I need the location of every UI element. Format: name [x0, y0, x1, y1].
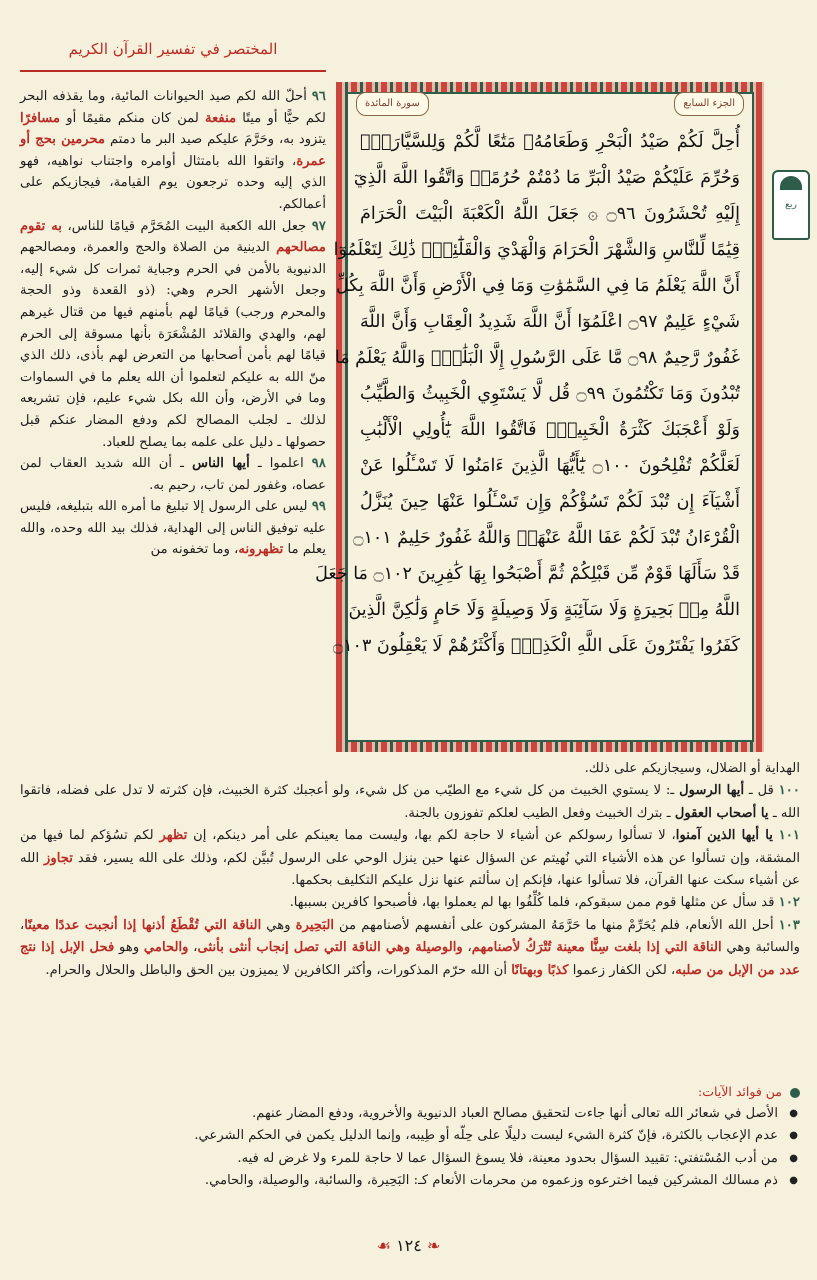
page-number-footer [0, 1236, 817, 1255]
verse-line: إِلَيْهِ تُحْشَرُونَ ۝٩٦ ۞ جَعَلَ اللَّهُ الْكَعْبَةَ الْبَيْتَ الْحَرَامَ [360, 204, 740, 224]
verse-line: تُبْدُونَ وَمَا تَكْتُمُونَ ۝٩٩ قُل لَّا يَسْتَوِي الْخَبِيثُ وَالطَّيِّبُ [360, 384, 740, 404]
tafsir-paragraph-102 [20, 892, 800, 914]
tafsir-text: يتزود به، وحَرَّمَ عليكم صيد البر ما دمتم [109, 132, 326, 148]
highlight-text: كذبًا وبهتانًا [511, 962, 569, 978]
highlight-text: منفعة [205, 110, 237, 126]
verse-number: ٩٦ [311, 89, 326, 104]
tafsir-text: ، [193, 940, 198, 956]
verse-line: أُحِلَّ لَكُمْ صَيْدُ الْبَحْرِ وَطَعَامُهُۥ مَتَٰعًا لَّكُمْ وَلِلسَّيَّارَةِۖ [360, 132, 740, 152]
tafsir-text: ، لا تسألوا رسولكم عن أشياء لا حاجة لكم بها، وليست مما يعينكم على أمر دينكم، إن [193, 828, 676, 844]
ornament-icon: ❧ [426, 1236, 441, 1255]
tafsir-text: قد سأل عن مثلها قوم ممن سبقوكم، فلما كُلِّفُوا بها لم يعملوا بها، فأصبحوا كافرين بسببها. [289, 895, 775, 911]
tafsir-paragraph-99 [20, 496, 326, 561]
frame-header [348, 92, 752, 118]
highlight-text: الناقة التي تُقْطَعُ أذنها إذا أنجبت عددًا معينًا [24, 917, 262, 933]
highlight-text: مسافرًا [20, 110, 61, 126]
juz-label: الجزء السابع [674, 92, 744, 116]
highlight-text: البَحِيرة [295, 917, 334, 933]
verse-number: ١٠٢ [778, 895, 800, 911]
tafsir-paragraph-103 [20, 915, 800, 982]
highlight-text: الناقة التي إذا بلغت سِنًّا معينة تُتْرَكُ لأصنامهم [471, 940, 722, 956]
tafsir-paragraph-98 [20, 453, 326, 496]
bold-text: أيها الرسول [679, 783, 745, 799]
fawaid-item: ● الأصل في شعائر الله تعالى أنها جاءت لتحقيق مصالح العباد الدنيوية والأخروية، ودفع المضار عنهم. [20, 1103, 778, 1125]
tafsir-text: ، [467, 940, 472, 956]
tafsir-text: ليس على الرسول إلا تبليغ ما أمره الله بتبليغه، فليس عليه توفيق الناس إلى الهداية، فذلك بيد الله وحده، والله يعلم ما [20, 499, 326, 558]
verse-number: ١٠٠ [778, 783, 800, 799]
tafsir-text: ، وما تخفونه من [150, 542, 239, 558]
highlight-text: به تقوم مصالحهم [20, 218, 326, 256]
quran-frame-inner [315, 92, 754, 742]
tafsir-text: ، لكن الكفار زعموا [572, 962, 676, 978]
verse-line: وَحُرِّمَ عَلَيْكُمْ صَيْدُ الْبَرِّ مَا دُمْتُمْ حُرُمًاۗ وَاتَّقُوا اللَّهَ الَّذِيٓ [353, 168, 740, 188]
page-number: ١٢٤ [396, 1236, 422, 1255]
tafsir-text: لمن كان منكم مقيمًا أو [66, 110, 199, 126]
highlight-text: فحل الإبل إذا نتج عدد من الإبل من صلبه [20, 940, 800, 978]
tafsir-full-width [20, 758, 800, 982]
verse-number: ١٠٣ [778, 917, 800, 933]
tafsir-text: قل ـ [748, 783, 774, 799]
tafsir-text: ، واتقوا الله بامتثال أوامره واجتناب نواهيه، فهو الذي إليه وحده ترجعون يوم القيامة، فيجازيكم على أعمالكم. [20, 153, 326, 212]
header-title: المختصر في تفسير القرآن الكريم [68, 40, 278, 58]
rub-marker-ornament [772, 170, 810, 240]
fawaid-item: ● من أدب المُسْتفتي: تقييد السؤال بحدود معينة، فلا يسوغ السؤال عما لا حاجة للمرء ولا غرض له فيه. [20, 1148, 778, 1170]
verse-number: ١٠١ [778, 828, 800, 844]
tafsir-paragraph-96 [20, 86, 326, 216]
verse-line: قِيَٰمًا لِّلنَّاسِ وَالشَّهْرَ الْحَرَامَ وَالْهَدْيَ وَالْقَلَٰٓئِدَۚ ذَٰلِكَ لِتَعْلَمُوٓا [333, 240, 740, 260]
tafsir-text: ـ أن الله شديد العقاب لمن عصاه، وغفور لمن تاب، رحيم به. [20, 456, 326, 493]
tafsir-text: لكم تسُؤكم لما فيها من المشقة، وإن تسألوا عن هذه الأشياء التي نُهيتم عن السؤال عنها حين ينزل الوحي على الرسول تُبيَّن لكم، وذلك على الله يسير، فقد [20, 828, 800, 866]
fawaid-list [20, 1103, 800, 1193]
tafsir-text: أحل الله الأنعام، فلم يُحَرِّمْ منها ما حَرَّمَهُ المشركون على أنفسهم لأصنامهم من [339, 917, 774, 933]
highlight-text: تظهر [159, 828, 188, 844]
highlight-text: والوصيلة وهي الناقة التي تصل إنجاب أنثى بأنثى [197, 940, 463, 956]
tafsir-text: اعلموا ـ [257, 456, 304, 472]
tafsir-paragraph-99-continued: الهداية أو الضلال، وسيجازيكم على ذلك. [584, 761, 800, 776]
highlight-text: والحامي [143, 940, 189, 956]
page-header [20, 30, 326, 72]
verse-number: ٩٨ [311, 456, 326, 472]
quran-frame [315, 82, 764, 752]
tafsir-paragraph-101 [20, 825, 800, 892]
highlight-text: تظهرونه [238, 542, 284, 558]
verse-line: وَلَوْ أَعْجَبَكَ كَثْرَةُ الْخَبِيثِۚ فَاتَّقُوا اللَّهَ يَٰٓأُولِي الْأَلْبَٰبِ [360, 420, 740, 440]
verse-number: ٩٩ [311, 499, 326, 515]
verse-lines [315, 124, 740, 730]
verse-line: شَيْءٍ عَلِيمٌ ۝٩٧ اعْلَمُوٓا أَنَّ اللَّهَ شَدِيدُ الْعِقَابِ وَأَنَّ اللَّهَ [360, 312, 740, 332]
fawaid-title: من فوائد الآيات: [698, 1084, 783, 1099]
fawaid-item: ● عدم الإعجاب بالكثرة، فإنّ كثرة الشيء ليست دليلًا على حِلّه أو طِيبه، وإنما الدليل يكمن في الحكم الشرعي. [20, 1125, 778, 1147]
bullet-circle-icon [790, 1088, 800, 1098]
verse-line: لَعَلَّكُمْ تُفْلِحُونَ ۝١٠٠ يَٰٓأَيُّهَا الَّذِينَ ءَامَنُوا لَا تَسْـَٔلُوا عَنْ [360, 456, 740, 476]
tafsir-text: جعل الله الكعبة البيت المُحَرَّم قيامًا للناس، [67, 218, 307, 234]
verse-line: غَفُورٌ رَّحِيمٌ ۝٩٨ مَّا عَلَى الرَّسُولِ إِلَّا الْبَلَٰغُۗ وَاللَّهُ يَعْلَمُ مَا [334, 348, 740, 368]
tafsir-text: الله عن أشياء سكت عنها القرآن، فلا تسألوا عنها، فإنكم إن سألتم عنها نزل عليكم التكليف بحكمها. [20, 850, 800, 889]
tafsir-paragraph-97 [20, 216, 326, 454]
tafsir-column [20, 86, 326, 561]
tafsir-text: أحلّ الله لكم صيد الحيوانات المائية، وما يقذفه البحر لكم حيًّا أو ميتًا [20, 89, 326, 126]
fawaid-heading [20, 1084, 800, 1099]
tafsir-text: وهي [726, 940, 751, 956]
tafsir-text: الدينية من الصلاة والحج والعمرة، ومصالحهم الدنيوية بالأمن في الحرم وجباية ثمرات كل شيء إليه، وجعل الأشهر الحرم وهي: (ذو القعدة وذو الحجة والمحرم ورجب) قيامًا لهم بأمنهم فيها من قتال غيرهم لهم، والهدي والقلائد المُشْعَرَة بأنها مسوقة إلى الحرم قيامًا لهم بأمن أصحابها من التعرض لهم بأذى، ذلك الذي منّ الله به عليكم لتعلموا أن الله يعلم ما في السماوات وما في الأرض، وأن الله بكل شيء عليم، فإن تشريعه لذلك ـ لجلب المصالح لكم ودفع المضار عنكم قبل حصولها ـ دليل على علمه بما يصلح للعباد. [20, 240, 326, 450]
tafsir-text: وهو [119, 940, 140, 956]
bold-text: أيها الناس [192, 456, 250, 472]
tafsir-text: ـ بترك الخبيث وفعل الطيب لعلكم تفوزون بالجنة. [404, 805, 671, 821]
sura-label: سورة المائدة [356, 92, 429, 116]
tafsir-text: ـ: لا يستوي الخبيث من كل شيء مع الطيّب من كل شيء، ولو أعجبك كثرة الخبيث، فإن كثرته لا تدل على فضله، فاتقوا الله ـ [20, 783, 800, 821]
tafsir-text: وهي [266, 917, 291, 933]
tafsir-text: ، والسائبة [20, 917, 801, 956]
verse-line: الْقُرْءَانُ تُبْدَ لَكُمْ عَفَا اللَّهُ عَنْهَاۗ وَاللَّهُ غَفُورٌ حَلِيمٌ ۝١٠١ [353, 528, 740, 548]
fawaid-item: ● ذم مسالك المشركين فيما اخترعوه وزعموه من محرمات الأنعام كـ: البَحِيرة، والسائبة، والوصيلة، والحامي. [20, 1170, 778, 1192]
dome-icon [780, 176, 802, 190]
rub-marker-label: ربع [785, 200, 797, 210]
verse-line: كَفَرُوا يَفْتَرُونَ عَلَى اللَّهِ الْكَذِبَۖ وَأَكْثَرُهُمْ لَا يَعْقِلُونَ ۝١٠٣ [332, 636, 740, 656]
verse-line: أَنَّ اللَّهَ يَعْلَمُ مَا فِي السَّمَٰوَٰتِ وَمَا فِي الْأَرْضِ وَأَنَّ اللَّهَ بِكُلِّ [335, 276, 740, 296]
highlight-text: تجاوز [44, 850, 73, 866]
highlight-text: محرمين بحج أو عمرة [20, 132, 326, 169]
tafsir-text: أن الله حرّم المذكورات، وأكثر الكافرين لا يميزون بين الحق والباطل والحلال والحرام. [45, 962, 508, 978]
tafsir-paragraph-100 [20, 780, 800, 825]
verse-line: أَشْيَآءَ إِن تُبْدَ لَكُمْ تَسُؤْكُمْ وَإِن تَسْـَٔلُوا عَنْهَا حِينَ يُنَزَّلُ [360, 492, 740, 512]
bold-text: يا أصحاب العقول [674, 805, 769, 821]
verse-number: ٩٧ [311, 218, 327, 234]
verse-line: قَدْ سَأَلَهَا قَوْمٌ مِّن قَبْلِكُمْ ثُمَّ أَصْبَحُوا بِهَا كَٰفِرِينَ ۝١٠٢ مَا جَعَلَ [315, 564, 740, 584]
verse-line: اللَّهُ مِنۢ بَحِيرَةٍ وَلَا سَآئِبَةٍ وَلَا وَصِيلَةٍ وَلَا حَامٍ وَلَٰكِنَّ الَّذِينَ [348, 600, 740, 620]
fawaid-section [20, 1084, 800, 1193]
ornament-icon: ☙ [376, 1236, 391, 1255]
bold-text: يا أيها الذين آمنوا [675, 828, 773, 844]
